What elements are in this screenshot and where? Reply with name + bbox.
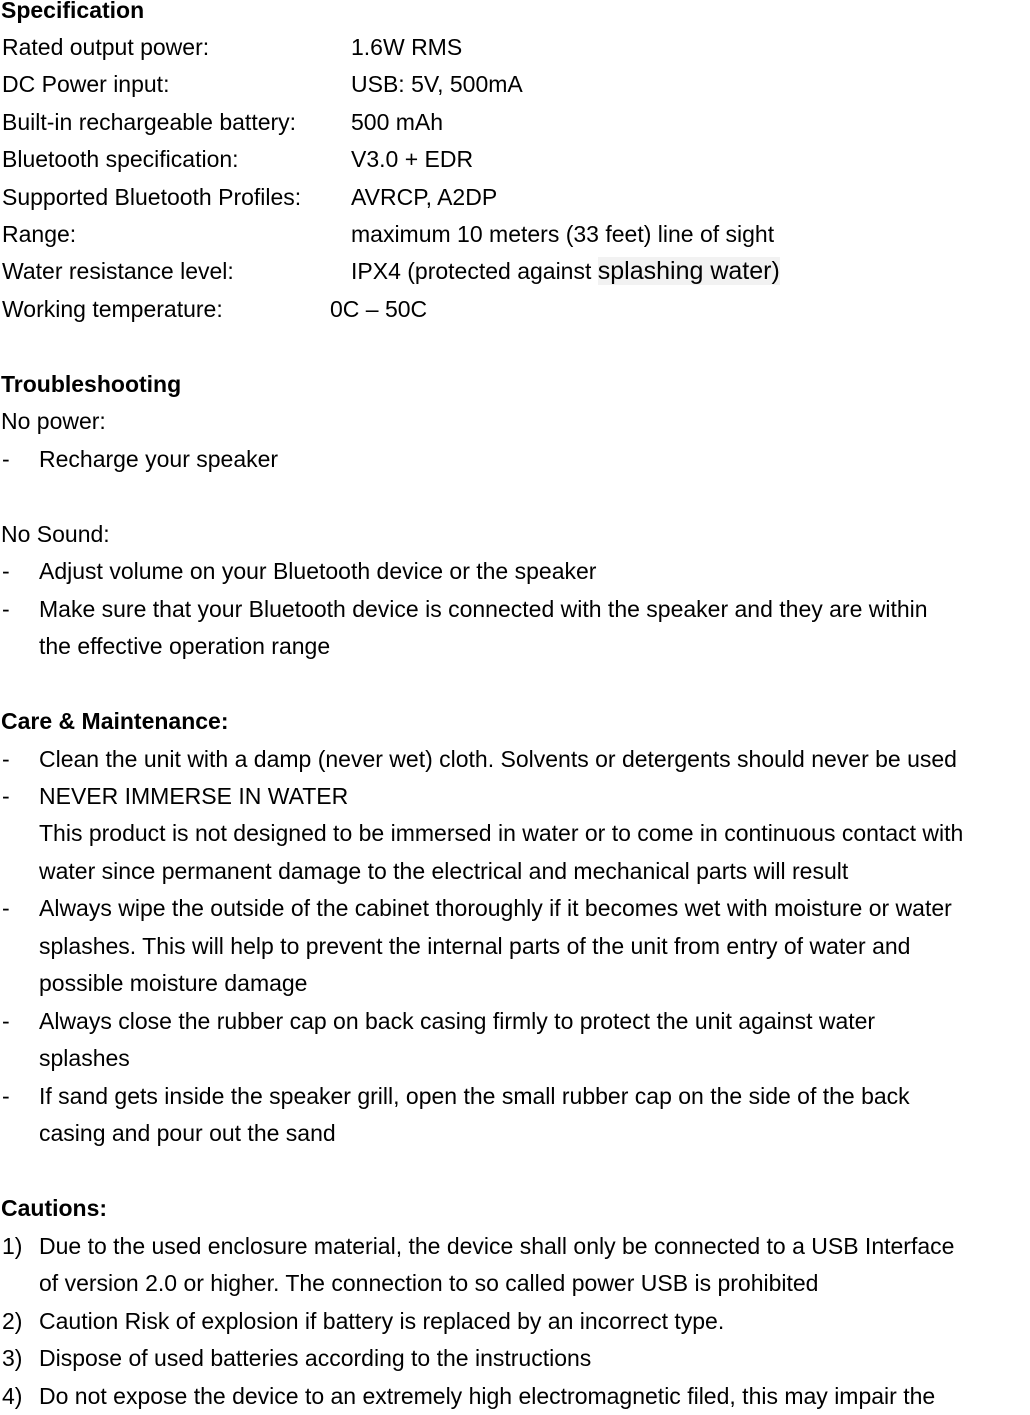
list-item-text: Always wipe the outside of the cabinet thoroughly if it becomes wet with moisture or water — [39, 895, 952, 921]
care-heading: Care & Maintenance: — [1, 708, 229, 734]
list-item-text: the effective operation range — [39, 633, 331, 659]
cautions-heading: Cautions: — [1, 1195, 108, 1221]
bullet-marker: - — [2, 1083, 10, 1109]
list-item-text: water since permanent damage to the electrical and mechanical parts will result — [39, 858, 849, 884]
spec-value: 500 mAh — [351, 109, 444, 135]
bullet-marker: - — [2, 596, 10, 622]
spec-label: Supported Bluetooth Profiles: — [2, 184, 302, 210]
spec-value: AVRCP, A2DP — [351, 184, 498, 210]
bullet-marker: - — [2, 1008, 10, 1034]
bullet-marker: - — [2, 558, 10, 584]
spec-value: 1.6W RMS — [351, 34, 463, 60]
list-item-text: possible moisture damage — [39, 970, 308, 996]
spec-label: Rated output power: — [2, 34, 210, 60]
numbered-item-text: Caution Risk of explosion if battery is replaced by an incorrect type. — [39, 1308, 725, 1334]
list-item-text: splashes — [39, 1045, 130, 1071]
number-marker: 3) — [2, 1345, 23, 1371]
list-item-text: Adjust volume on your Bluetooth device or the speaker — [39, 558, 597, 584]
numbered-item-text: of version 2.0 or higher. The connection to so called power USB is prohibited — [39, 1270, 819, 1296]
spec-label: Water resistance level: — [2, 258, 234, 284]
specification-heading: Specification — [1, 0, 145, 23]
list-item-text: splashes. This will help to prevent the internal parts of the unit from entry of water and — [39, 933, 911, 959]
number-marker: 4) — [2, 1383, 23, 1409]
spec-value: V3.0 + EDR — [351, 146, 474, 172]
spec-value: maximum 10 meters (33 feet) line of sight — [351, 221, 775, 247]
spec-label: Range: — [2, 221, 77, 247]
spec-label: Working temperature: — [2, 296, 223, 322]
number-marker: 2) — [2, 1308, 23, 1334]
list-item-text: casing and pour out the sand — [39, 1120, 336, 1146]
bullet-marker: - — [2, 783, 10, 809]
list-item-text: Recharge your speaker — [39, 446, 279, 472]
spec-value: USB: 5V, 500mA — [351, 71, 523, 97]
bullet-marker: - — [2, 746, 10, 772]
list-item-text: This product is not designed to be immersed in water or to come in continuous contact with — [39, 820, 964, 846]
spec-label: Built-in rechargeable battery: — [2, 109, 297, 135]
no-power-title: No power: — [1, 408, 106, 434]
list-item-text: Make sure that your Bluetooth device is connected with the speaker and they are within — [39, 596, 928, 622]
numbered-item-text: Dispose of used batteries according to the instructions — [39, 1345, 592, 1371]
spec-label: Bluetooth specification: — [2, 146, 239, 172]
troubleshooting-heading: Troubleshooting — [1, 371, 182, 397]
list-item-text: Clean the unit with a damp (never wet) cloth. Solvents or detergents should never be used — [39, 746, 957, 772]
numbered-item-text: Do not expose the device to an extremely high electromagnetic filed, this may impair the — [39, 1383, 936, 1409]
spec-value — [351, 253, 780, 290]
spec-value-highlight: splashing water) — [597, 257, 780, 285]
bullet-marker: - — [2, 895, 10, 921]
bullet-marker: - — [2, 446, 10, 472]
spec-value-prefix: IPX4 (protected against — [351, 258, 598, 284]
list-item-text: Always close the rubber cap on back casing firmly to protect the unit against water — [39, 1008, 876, 1034]
spec-label: DC Power input: — [2, 71, 170, 97]
no-sound-title: No Sound: — [1, 521, 110, 547]
spec-value: 0C – 50C — [330, 296, 428, 322]
list-item-text: If sand gets inside the speaker grill, open the small rubber cap on the side of the back — [39, 1083, 910, 1109]
number-marker: 1) — [2, 1233, 23, 1259]
list-item-text: NEVER IMMERSE IN WATER — [39, 783, 349, 809]
numbered-item-text: Due to the used enclosure material, the device shall only be connected to a USB Interface — [39, 1233, 955, 1259]
